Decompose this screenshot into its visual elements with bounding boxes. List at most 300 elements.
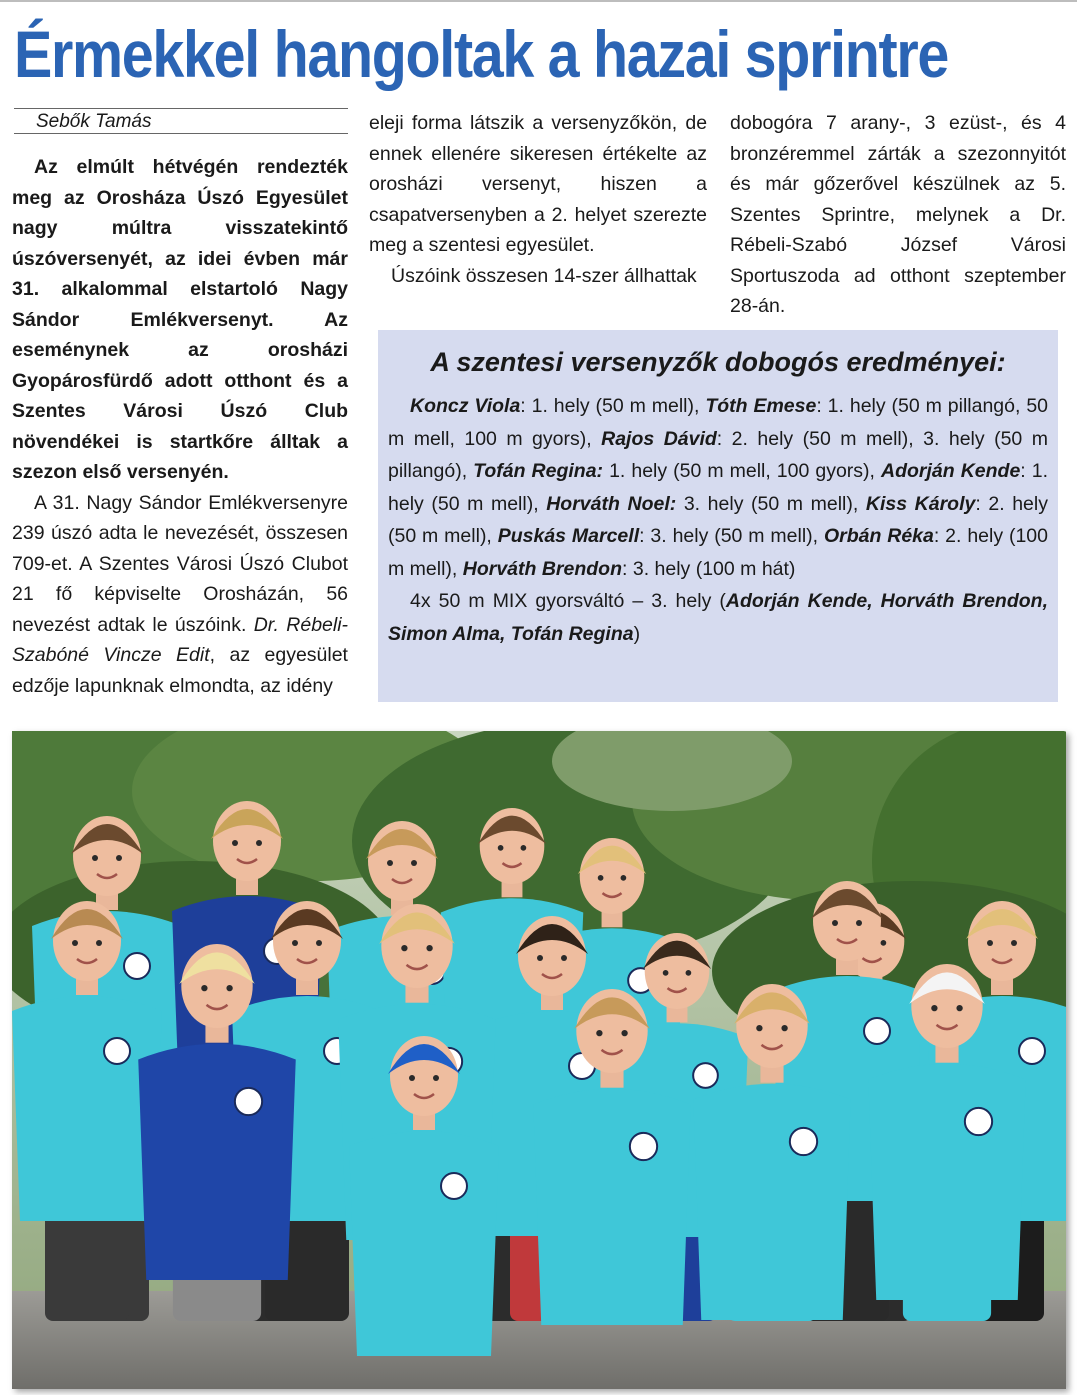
p1-text (169, 553, 177, 575)
relay-close: ) (633, 622, 641, 645)
text-run (911, 112, 925, 134)
p1-text: fő (55, 583, 73, 605)
text-run: az (64, 186, 85, 209)
text-run: otthont (224, 369, 292, 392)
text-run: 5. (1049, 173, 1067, 195)
p1-continuation: a (412, 234, 424, 256)
text-run: a (337, 369, 349, 392)
text-run: Nagy (300, 278, 349, 300)
text-run (168, 278, 190, 300)
p1-continuation: egyesület. (505, 234, 595, 256)
text-run: az (165, 247, 186, 270)
text-run (267, 400, 305, 422)
p1-continuation (443, 173, 482, 195)
text-run: álltak (270, 430, 321, 453)
text-run (58, 217, 112, 239)
p1-continuation: értékelte (602, 142, 678, 165)
p1-continuation (501, 143, 510, 165)
relay-names: Adorján Kende, Horváth Brendon, Simon Alma, Tofán Regina (388, 590, 1048, 645)
text-run: Club (304, 400, 349, 422)
text-run: a (1009, 203, 1021, 226)
coach-name: Vincze (103, 644, 162, 666)
text-run: Gyopárosfürdő (12, 369, 153, 392)
text-run (325, 370, 337, 392)
article-paragraph-2 (369, 261, 707, 292)
text-run: hétvégén (152, 156, 239, 178)
text-run (58, 156, 77, 178)
text-run: rendezték (256, 156, 348, 178)
p1-continuation: az (260, 674, 281, 697)
text-run: 4 (1055, 112, 1067, 134)
text-run (212, 370, 224, 392)
athlete-result: : 3. hely (50 m mell), (639, 525, 824, 547)
p1-continuation: , (209, 644, 216, 666)
swimmer-eye (433, 1075, 439, 1081)
text-run: otthont (890, 264, 950, 287)
text-run: 3 (924, 112, 936, 134)
p1-continuation (657, 173, 696, 195)
text-run: ezüst-, (948, 112, 1008, 134)
swimmer-eye (598, 875, 604, 881)
text-run: múltra (111, 217, 172, 239)
text-run: elmúlt (76, 156, 134, 178)
text-run (320, 431, 337, 453)
p1-continuation: egyesület (264, 644, 348, 666)
swimmer-shirt (12, 996, 162, 1221)
text-run: Városi (123, 400, 183, 422)
p1-text: úszó (51, 522, 93, 544)
text-run (209, 339, 268, 361)
athlete-result: 3. hely (50 m mell), (676, 492, 866, 515)
text-run: zárták (867, 142, 921, 165)
team-photo (12, 731, 1066, 1389)
relay-text: 4x 50 m MIX gyorsváltó – 3. hely ( (410, 590, 726, 612)
p1-text: nevezését, (164, 522, 260, 544)
swimmer-eye (956, 1005, 962, 1011)
text-run: Rébeli-Szabó (730, 234, 848, 256)
p1-continuation: hiszen (600, 173, 657, 195)
text-run: is (136, 430, 153, 453)
text-run: 7 (825, 112, 837, 134)
text-run (895, 204, 916, 226)
text-run (153, 431, 170, 453)
p1-continuation: orosházi (369, 173, 443, 195)
text-run: adott (164, 369, 213, 392)
p1-text: nevezést (12, 613, 91, 636)
p1-continuation: de (685, 112, 708, 134)
p1-continuation: sikeresen (509, 142, 594, 165)
text-run (800, 204, 821, 226)
athlete-name: Rajos Dávid (601, 427, 717, 450)
club-logo-icon (441, 1173, 467, 1199)
p1-continuation: a (696, 173, 708, 195)
text-run: már (312, 247, 348, 270)
text-run (153, 248, 165, 270)
text-run: Úszóink (391, 264, 461, 287)
coach-name: Rébeli-Szabóné (12, 613, 349, 666)
text-run (292, 370, 304, 392)
text-run: Orosháza (96, 186, 186, 209)
text-run (171, 217, 225, 239)
p1-continuation (545, 204, 552, 226)
p1-continuation: edzője (12, 674, 70, 697)
text-run (837, 112, 851, 134)
text-run: és (1021, 112, 1042, 134)
text-run: bronzéremmel (730, 142, 855, 165)
article-paragraph-2 (730, 108, 1066, 322)
text-run (278, 278, 300, 300)
p1-text (168, 614, 175, 636)
p1-text (246, 614, 253, 636)
text-run: Emlékversenyt. (130, 308, 274, 331)
text-run (1008, 112, 1022, 134)
club-logo-icon (235, 1088, 262, 1115)
p1-continuation (215, 644, 229, 666)
text-run (253, 431, 270, 453)
text-run (244, 187, 256, 209)
article-column-2 (369, 108, 707, 291)
swimmer-eye (781, 1025, 787, 1031)
club-logo-icon (124, 953, 150, 979)
p1-continuation: az (229, 644, 251, 666)
swimmer-shirt (533, 1089, 691, 1325)
p1-text: Úszó (239, 552, 285, 575)
text-run (300, 248, 312, 270)
swimmer-eye (561, 955, 567, 961)
text-run: elstartoló (190, 278, 278, 300)
swimmer-eye (931, 1005, 937, 1011)
swimmer-eye (409, 1075, 415, 1081)
club-logo-icon (965, 1108, 992, 1135)
p1-text: Emlékversenyre (208, 491, 349, 514)
athlete-result: : 2. hely (50 m mell), 3. hely (50 m pillangó), (388, 427, 1048, 482)
swimmer-eye (292, 940, 298, 946)
swimmer-eye (387, 860, 393, 866)
text-run: és (303, 369, 326, 392)
results-box (378, 330, 1058, 702)
swimmer-shirt (693, 1084, 851, 1320)
athlete-result: : 3. hely (100 m hát) (622, 557, 796, 580)
swimmer-eye (92, 855, 98, 861)
athlete-result: 1. hely (50 m mell, 100 gyors), (603, 460, 881, 482)
p1-text: 709-et. (12, 552, 73, 575)
p1-continuation: lapunknak (74, 674, 164, 697)
text-run: 14-szer (553, 264, 619, 287)
swimmer-eye (232, 840, 238, 846)
text-run: alkalommal (61, 278, 168, 300)
p1-continuation: meg (369, 234, 407, 256)
p1-continuation (462, 112, 470, 134)
text-run (85, 187, 97, 209)
p1-continuation (527, 204, 534, 226)
text-run: ad (853, 264, 876, 287)
text-run: eseménynek (12, 339, 130, 361)
top-rule (0, 0, 1077, 2)
text-run: Az (34, 156, 58, 178)
text-run (238, 156, 257, 178)
swimmer-eye (756, 1025, 762, 1031)
text-run: évben (243, 247, 301, 270)
p1-continuation: 2. (551, 203, 568, 226)
club-logo-icon (104, 1038, 130, 1064)
p1-continuation: látszik (469, 112, 525, 134)
swimmer-eye (537, 955, 543, 961)
p1-continuation (561, 173, 600, 195)
text-run: arany-, (850, 112, 912, 134)
p1-text (91, 553, 99, 575)
text-run (950, 265, 964, 287)
text-run: szezon (12, 461, 78, 483)
p1-continuation: ennek (369, 142, 423, 165)
text-run: az (1014, 173, 1036, 195)
article-column-3 (730, 108, 1066, 322)
club-logo-icon (1019, 1038, 1045, 1064)
text-run: orosházi (267, 339, 348, 361)
text-run: állhattak (624, 264, 697, 287)
text-run (847, 234, 901, 256)
text-run: nagy (12, 217, 58, 239)
swimmer-eye (663, 970, 669, 976)
athlete-name: Adorján Kende (881, 460, 1021, 482)
athlete-name: Tóth Emese (705, 395, 817, 417)
text-run: gőzerővel (813, 173, 899, 195)
p1-text (304, 583, 326, 605)
p1-text (232, 553, 240, 575)
p1-text: le (152, 613, 168, 636)
p1-continuation (422, 143, 431, 165)
text-run (79, 309, 130, 331)
p1-text: Szentes (98, 552, 170, 575)
p1-continuation: elmondta, (169, 674, 255, 697)
swimmer-eye (621, 875, 627, 881)
athlete-name: Orbán Réka (823, 525, 934, 547)
text-run (945, 143, 958, 165)
athlete-result: : 1. hely (50 m mell), (388, 460, 1048, 515)
p1-text: 31. (52, 491, 80, 514)
text-run: összesen (465, 264, 549, 287)
p1-text: úszóink. (174, 613, 247, 636)
text-run (129, 339, 188, 361)
p1-text: A (34, 491, 46, 514)
athlete-name: Tofán Regina: (473, 460, 604, 482)
text-run (185, 187, 197, 209)
text-run: melynek (915, 203, 989, 226)
text-run: Sprintre, (821, 203, 896, 226)
text-run: Városi (1010, 234, 1066, 256)
team-photo-illustration (12, 731, 1066, 1389)
swimmer-eye (521, 845, 527, 851)
text-run: idei (197, 247, 232, 270)
text-run (799, 173, 814, 195)
text-run (989, 204, 1010, 226)
p1-continuation: idény (286, 674, 333, 697)
article-headline: Érmekkel hangoltak a hazai sprintre (14, 17, 949, 91)
swimmer-eye (201, 985, 207, 991)
text-run: visszatekintő (225, 217, 348, 239)
swimmer-legs (45, 1211, 129, 1321)
text-run: Sportuszoda (730, 264, 840, 287)
p1-continuation: versenyzőkön, (551, 112, 678, 134)
swimmer-shirt (868, 1064, 1026, 1300)
swimmer-eye (881, 940, 887, 946)
p1-continuation: csapatversenyben (369, 203, 528, 226)
results-title: A szentesi versenyzők dobogós eredményei: (430, 347, 1006, 377)
p1-text: adta (98, 522, 137, 544)
p1-continuation (250, 644, 264, 666)
p1-continuation: versenyt, (482, 173, 562, 195)
text-run (840, 265, 854, 287)
athlete-result: : 1. hely (50 m mell), (520, 395, 706, 417)
athlete-name: Puskás Marcell (497, 525, 640, 547)
text-run: már (765, 173, 799, 195)
p1-text: Clubot (291, 552, 349, 575)
coach-name: Dr. (253, 613, 279, 636)
p1-continuation: szerezte (633, 203, 708, 226)
p1-text (46, 492, 53, 514)
text-run (957, 234, 1011, 256)
swimmer-eye (621, 1030, 627, 1036)
text-run (231, 248, 243, 270)
relay-result (388, 585, 1048, 650)
p1-text: összesen (265, 522, 349, 544)
text-run: Szentes (12, 400, 86, 422)
article-lead (12, 152, 348, 488)
text-run (186, 248, 198, 270)
swimmer-eye (856, 920, 862, 926)
swimmer-eye (426, 945, 432, 951)
text-run: Úszó (197, 186, 244, 209)
text-run: a (933, 142, 945, 165)
p1-continuation: eleji (369, 112, 404, 134)
text-run (812, 112, 826, 134)
text-run: Úszó (220, 400, 268, 422)
p1-continuation: a (534, 203, 545, 226)
p1-continuation: ellenére (431, 142, 501, 165)
text-run (183, 400, 221, 422)
p1-text: 21 (12, 583, 34, 605)
athlete-name: Horváth Noel: (546, 492, 677, 515)
text-run: Szentes (730, 203, 801, 226)
p1-text: 56 (326, 583, 349, 605)
p1-continuation: a (532, 112, 544, 134)
text-run (935, 112, 949, 134)
athlete-name: Kiss Károly (865, 492, 976, 515)
text-run (1035, 173, 1050, 195)
swimmer-eye (987, 940, 993, 946)
swimmer-eye (72, 940, 78, 946)
text-run (898, 173, 913, 195)
text-run: Egyesület (255, 186, 348, 209)
swimmer-eye (498, 845, 504, 851)
p1-text: A (79, 552, 92, 575)
p1-text: Orosházán, (203, 583, 305, 605)
club-logo-icon (630, 1133, 657, 1160)
text-run (153, 370, 165, 392)
text-run: növendékei (12, 430, 120, 453)
text-run: úszóversenyét, (12, 247, 153, 270)
p1-continuation (404, 112, 412, 134)
swimmer-shirt (349, 1131, 499, 1356)
athlete-result: : 2. hely (50 m mell), (388, 492, 1048, 547)
p1-continuation: az (686, 142, 708, 165)
text-run (1042, 112, 1056, 134)
text-run: az (188, 339, 209, 361)
club-logo-icon (864, 1018, 890, 1044)
text-run: készülnek (912, 173, 1000, 195)
club-logo-icon (693, 1063, 718, 1088)
p1-continuation: helyet (574, 203, 627, 226)
text-run: a (337, 430, 349, 453)
p1-text (181, 583, 203, 605)
results-body (388, 390, 1048, 650)
swimmer-eye (96, 940, 102, 946)
article-column-1 (12, 152, 348, 701)
swimmer-shirt (138, 1044, 296, 1280)
swimmer-eye (226, 985, 232, 991)
article-byline: Sebők Tamás (14, 108, 348, 134)
p1-text (132, 492, 139, 514)
swimmer-eye (686, 970, 692, 976)
swimmer-eye (411, 860, 417, 866)
text-run (751, 173, 766, 195)
text-run: szeptember (964, 264, 1066, 287)
p1-text (284, 553, 292, 575)
athlete-result: : 2. hely (100 m mell), (388, 525, 1048, 580)
text-run: Az (324, 308, 348, 331)
text-run: szezonnyitót (957, 142, 1067, 165)
results-list (388, 390, 1048, 585)
coach-name: Edit (176, 644, 210, 666)
text-run: Sándor (12, 308, 80, 331)
text-run (86, 400, 124, 422)
text-run: meg (12, 186, 53, 209)
article-paragraph-1 (12, 488, 348, 702)
athlete-result: : 1. hely (50 m pillangó, 50 m mell, 100 m gyors), (388, 395, 1049, 450)
swimmer-eye (596, 1030, 602, 1036)
p1-text: Nagy (86, 491, 132, 514)
text-run: és (730, 173, 751, 195)
p1-text (34, 583, 56, 605)
athlete-name: Horváth Brendon (462, 557, 623, 580)
p1-text: képviselte (94, 583, 182, 605)
p1-text: Városi (176, 552, 233, 575)
swimmer-eye (116, 855, 122, 861)
swimmer-eye (401, 945, 407, 951)
coach-name (162, 644, 176, 666)
text-run (134, 156, 153, 178)
text-run: Dr. (1041, 203, 1067, 226)
club-logo-icon (790, 1128, 817, 1155)
text-run: 28-án. (730, 295, 786, 317)
coach-name (89, 644, 103, 666)
text-run: József (900, 234, 958, 256)
p1-continuation (568, 204, 575, 226)
text-run: dobogóra (730, 112, 813, 134)
article-paragraph-1 (369, 108, 707, 261)
text-run (39, 278, 61, 300)
text-run (52, 187, 64, 209)
p1-text: adtak (97, 613, 146, 636)
text-run (876, 265, 890, 287)
text-run: startkőre (169, 430, 254, 453)
text-run (921, 143, 934, 165)
p1-text (72, 583, 94, 605)
text-run (1000, 173, 1015, 195)
swimmer-eye (256, 840, 262, 846)
text-run (855, 143, 868, 165)
p1-continuation: forma (411, 112, 462, 134)
text-run: versenyén. (126, 461, 229, 483)
